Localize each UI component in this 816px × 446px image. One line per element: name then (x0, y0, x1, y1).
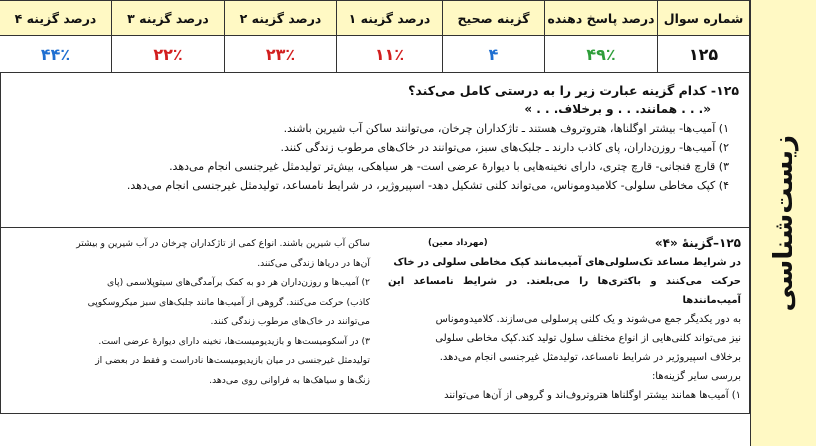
header-respondent-percent: درصد پاسخ دهنده (545, 1, 658, 36)
answer-line: ۳) در آسکومیست‌ها و بازیدیومیست‌ها، نخینه دارای دیوارهٔ عرضی است. (98, 335, 370, 347)
answer-line: در شرایط مساعد تک‌سلولی‌های آمیب‌مانند کپک مخاطی سلولی در خاک (393, 257, 741, 268)
answer-line: زنگ‌ها و سیاهک‌ها به فراوانی روی می‌دهد. (209, 374, 370, 386)
header-option2-percent: درصد گزینه ۲ (225, 1, 337, 36)
answer-box (0, 228, 750, 414)
answer-line: می‌توانند در خاک‌های مرطوب زندگی کنند. (210, 316, 370, 327)
answer-author: (مهرداد معین) (427, 238, 488, 248)
option-3: ۳) قارچ فنجانی- قارچ چتری، دارای نخینه‌هایی با دیوارهٔ عرضی است- هر سیاهکی، بیش‌تر تولیدمثل غیرجنسی انجام می‌دهد. (169, 160, 729, 173)
answer-title: ۱۲۵–گزینهٔ «۴» (654, 236, 741, 250)
header-option1-percent: درصد گزینه ۱ (337, 1, 443, 36)
answer-line: به دور یکدیگر جمع می‌شوند و یک کلنی پرسلولی می‌سازند. کلامیدوموناس (435, 314, 741, 325)
option-1: ۱) آمیب‌ها- بیشتر اوگلناها، هتروتروف هستند ـ تاژکداران چرخان، می‌توانند ساکن آب شیرین باشند. (283, 122, 729, 135)
question-title: ۱۲۵- کدام گزینه عبارت زیر را به درستی کامل می‌کند؟ (408, 83, 739, 98)
answer-line: حرکت می‌کنند و باکتری‌ها را می‌بلعند. در شرایط نامساعد این آمیب‌مانندها (387, 276, 741, 306)
value-correct-option: ۴ (443, 36, 545, 73)
value-option3-percent: ۲۲٪ (112, 36, 225, 73)
option-2: ۲) آمیب‌ها- روزن‌داران، پای کاذب دارند ـ جلبک‌های سبز، می‌توانند در خاک‌های مرطوب زندگی کنند. (280, 141, 729, 154)
value-option2-percent: ۲۳٪ (225, 36, 337, 73)
question-box (0, 73, 750, 228)
value-option1-percent: ۱۱٪ (337, 36, 443, 73)
answer-line: ۲) آمیب‌ها و روزن‌داران هر دو به کمک برآمدگی‌های سیتوپلاسمی (پای (107, 277, 370, 288)
answer-header (388, 234, 741, 253)
subject-sidebar (750, 0, 816, 446)
header-question-number: شماره سوال (658, 1, 750, 36)
answer-body-right (388, 253, 741, 405)
stats-header-row (0, 1, 750, 36)
answer-line: برخلاف اسپیروژیر در شرایط نامساعد، تولیدمثل غیرجنسی انجام می‌دهد. (439, 352, 741, 363)
answer-line: کاذب) حرکت می‌کنند. گروهی از آمیب‌ها مانند جلبک‌های سبز میکروسکوپی (87, 296, 370, 308)
value-question-number: ۱۲۵ (658, 36, 750, 73)
value-option4-percent: ۴۴٪ (0, 36, 112, 73)
answer-line: آن‌ها در دریاها زندگی می‌کنند. (257, 257, 370, 269)
header-option3-percent: درصد گزینه ۳ (112, 1, 225, 36)
answer-line: ساکن آب شیرین باشند. انواع کمی از تاژکداران چرخان در آب شیرین و بیشتر (76, 238, 370, 249)
answer-line: بررسی سایر گزینه‌ها: (651, 371, 741, 382)
header-correct-option: گزینه صحیح (443, 1, 545, 36)
question-prompt: «. . . همانند. . . و برخلاف. . . » (524, 102, 711, 116)
answer-line: تولیدمثل غیرجنسی در میان بازیدیومیست‌ها نادراست و فقط در بعضی از (95, 355, 370, 366)
answer-column-right (380, 228, 749, 413)
stats-table (0, 0, 750, 73)
answer-column-left (1, 228, 380, 413)
answer-line: نیز می‌تواند کلنی‌هایی از انواع مختلف سلول تولید کند.کپک مخاطی سلولی (435, 333, 741, 344)
stats-value-row (0, 36, 750, 73)
value-respondent-percent: ۴۹٪ (545, 36, 658, 73)
option-4: ۴) کپک مخاطی سلولی- کلامیدوموناس، می‌تواند کلنی تشکیل دهد- اسپیروژیر، در شرایط نامساعد، تولیدمثل غیرجنسی انجام می‌دهد. (126, 179, 729, 192)
subject-label: زیست‌شناسی (768, 134, 799, 312)
answer-line: ۱) آمیب‌ها همانند بیشتر اوگلناها هتروتروف‌اند و گروهی از آن‌ها می‌توانند (444, 390, 741, 401)
header-option4-percent: درصد گزینه ۴ (0, 1, 112, 36)
